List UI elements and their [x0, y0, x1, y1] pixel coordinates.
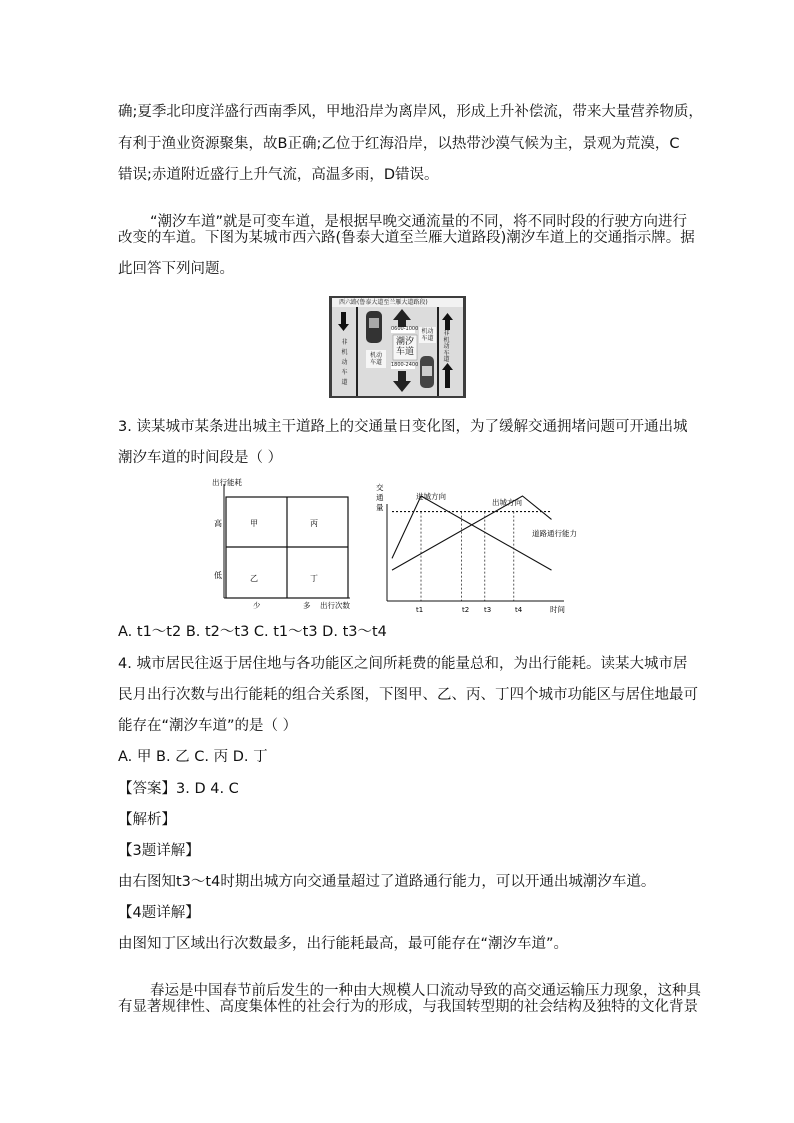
sign-time-top: 0600-1000: [391, 326, 419, 332]
tidal-lane-sign: [329, 296, 466, 398]
energy-frequency-matrix-chart: [202, 474, 372, 614]
question-stem: 3. 读某城市某条进出城主干道路上的交通量日变化图，为了缓解交通拥堵问题可开通出城: [118, 419, 688, 435]
tick-label-x: t4: [515, 606, 523, 614]
series-line-0: [392, 496, 552, 570]
sign-title: 西六路(鲁泰大道至兰雁大道路段): [339, 299, 428, 306]
axis-label-y: 交通量: [376, 483, 384, 512]
question-stem: 民月出行次数与出行能耗的组合关系图，下图甲、乙、丙、丁四个城市功能区与居住地最可: [118, 687, 698, 703]
paragraph-line: 春运是中国春节前后发生的一种由大规模人口流动导致的高交通运输压力现象，这种具: [150, 982, 701, 999]
question-stem: 潮汐车道的时间段是（ ）: [118, 450, 283, 466]
paragraph-line: “潮汐车道”就是可变车道，是根据早晚交通流量的不同，将不同时段的行驶方向进行: [150, 213, 688, 230]
analysis-title: 【解析】: [118, 812, 176, 828]
question-options: A. 甲 B. 乙 C. 丙 D. 丁: [118, 749, 268, 765]
question-options: A. t1～t2 B. t2～t3 C. t1～t3 D. t3～t4: [118, 624, 387, 640]
paragraph-line: 此回答下列问题。: [118, 261, 234, 277]
series-label-capacity: 道路通行能力: [532, 529, 577, 538]
question-stem: 4. 城市居民往返于居住地与各功能区之间所耗费的能量总和，为出行能耗。读某大城市居: [118, 656, 688, 672]
series-label-out: 出城方向: [492, 498, 522, 507]
tick-label-x: 少: [253, 601, 261, 610]
traffic-volume-line-chart: [372, 474, 582, 616]
series-label-in: 进城方向: [416, 492, 446, 501]
answer-line: 【答案】3. D 4. C: [118, 781, 239, 797]
tick-label-y: 高: [214, 519, 222, 528]
axis-label-x: 时间: [550, 605, 565, 614]
q4-detail: 由图知丁区域出行次数最多，出行能耗最高，最可能存在“潮汐车道”。: [118, 936, 569, 952]
sign-center-label: 潮汐车道: [395, 337, 414, 357]
matrix-cell-label: 甲: [250, 519, 258, 528]
tick-label-y: 低: [214, 571, 222, 580]
axis-label-y: 出行能耗: [212, 478, 242, 487]
matrix-cell-label: 丙: [310, 519, 318, 528]
tick-label-x: t2: [462, 606, 470, 614]
question-stem: 能存在“潮汐车道”的是（ ）: [118, 718, 298, 734]
tick-label-x: 多: [303, 601, 311, 610]
sign-nonmotor-right: 非机动车道: [443, 330, 450, 363]
sign-motor-right: 机动车道: [421, 328, 434, 342]
paragraph-line: 有利于渔业资源聚集，故B正确;乙位于红海沿岸，以热带沙漠气候为主，景观为荒漠，C: [118, 136, 680, 152]
paragraph-line: 有显著规律性、高度集体性的社会行为的形成，与我国转型期的社会结构及独特的文化背景: [118, 999, 698, 1015]
q3-detail-title: 【3题详解】: [118, 843, 200, 859]
tick-label-x: t1: [416, 606, 424, 614]
paragraph-line: 确;夏季北印度洋盛行西南季风，甲地沿岸为离岸风，形成上升补偿流，带来大量营养物质，: [118, 104, 703, 120]
paragraph-line: 错误;赤道附近盛行上升气流，高温多雨，D错误。: [118, 167, 439, 183]
q4-detail-title: 【4题详解】: [118, 905, 200, 921]
matrix-cell-label: 乙: [250, 574, 258, 583]
sign-nonmotor-left: 非机动车道: [341, 339, 348, 386]
q3-detail: 由右图知t3～t4时期出城方向交通量超过了道路通行能力，可以开通出城潮汐车道。: [118, 874, 656, 890]
car-icon: [420, 356, 434, 388]
axis-label-x: 出行次数: [320, 601, 350, 610]
matrix-cell-label: 丁: [310, 574, 318, 583]
tick-label-x: t3: [484, 606, 492, 614]
paragraph-line: 改变的车道。下图为某城市西六路(鲁泰大道至兰雁大道路段)潮汐车道上的交通指示牌。据: [118, 230, 695, 246]
sign-time-bottom: 1800-2400: [391, 362, 419, 368]
sign-motor-left: 机动车道: [369, 352, 382, 366]
car-icon: [366, 311, 382, 343]
